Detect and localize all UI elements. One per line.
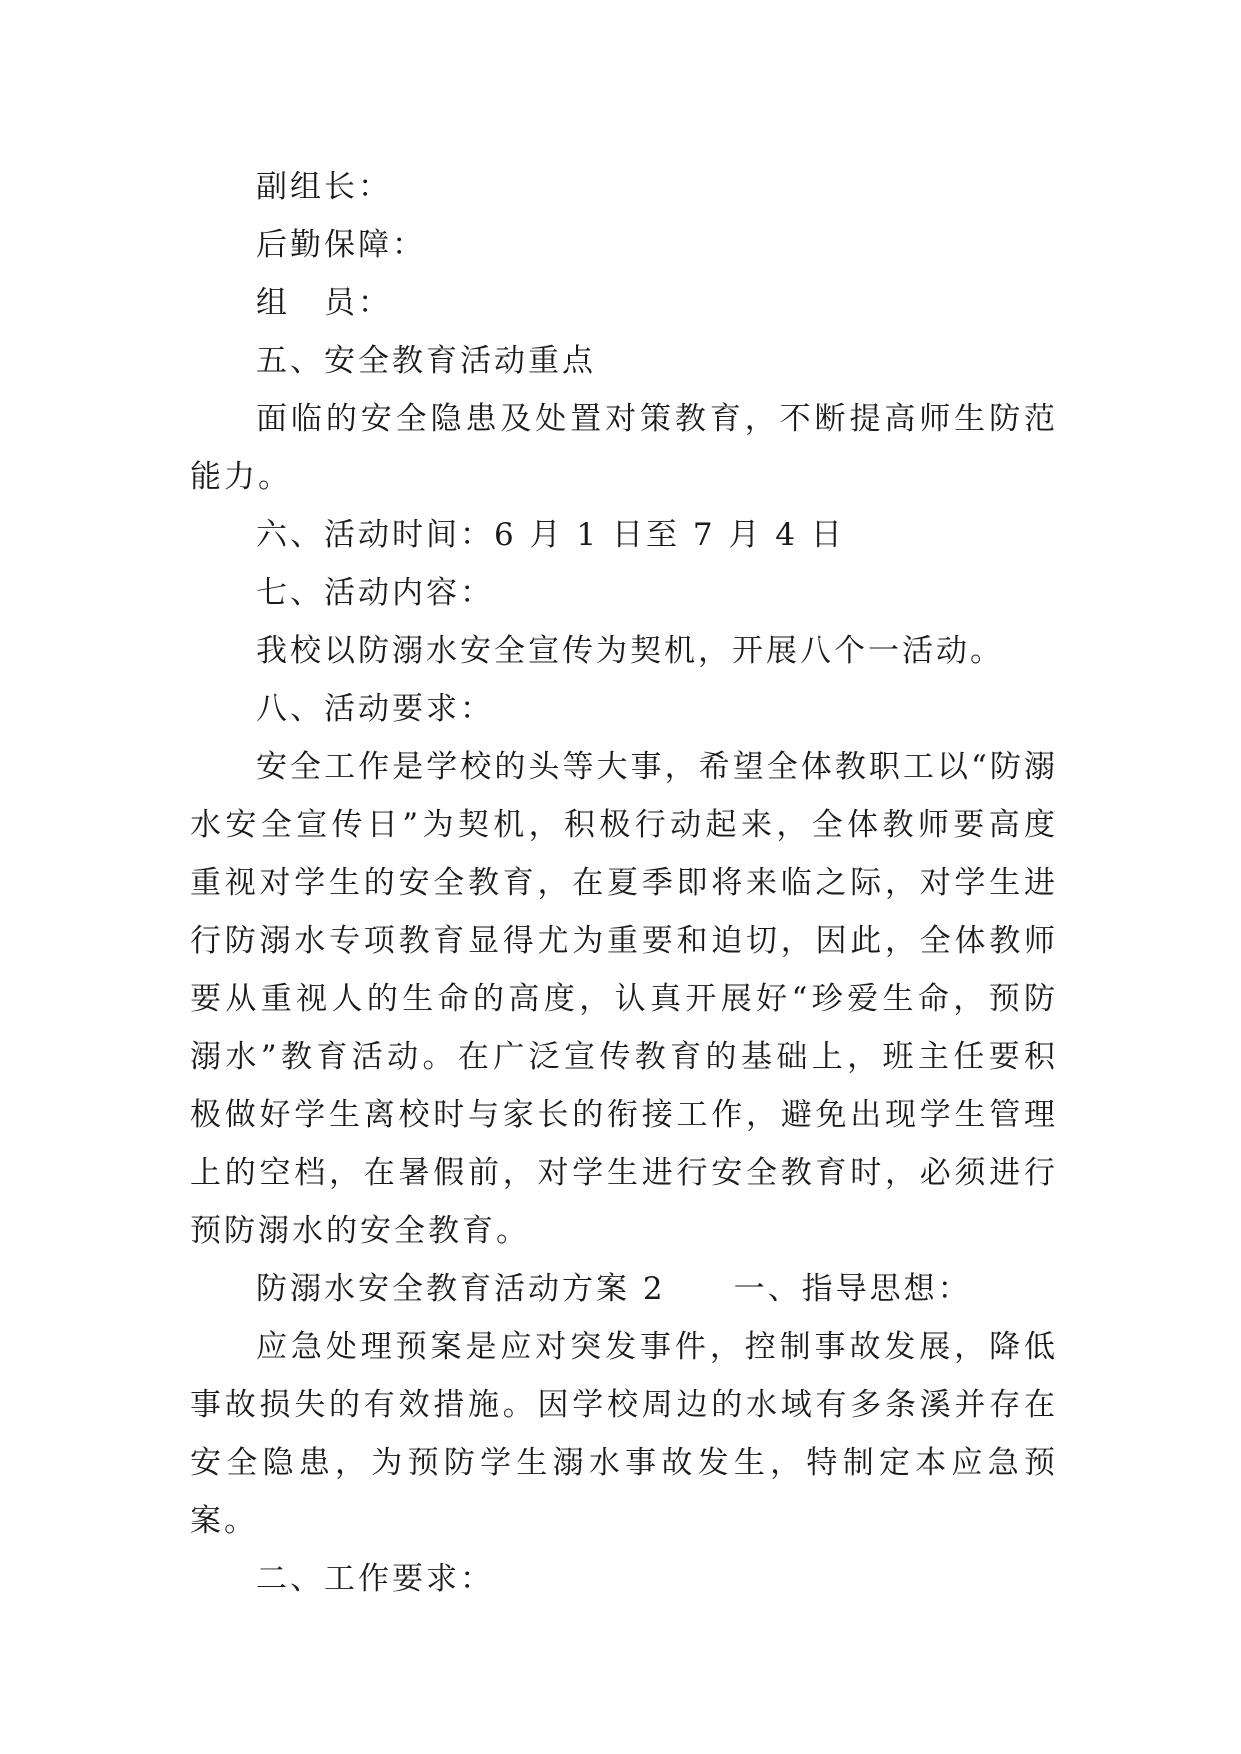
paragraph-requirements-body: 安全工作是学校的头等大事，希望全体教职工以“防溺水安全宣传日”为契机，积极行动起来，全体教师要高度重视对学生的安全教育，在夏季即将来临之际，对学生进行防溺水专项教育显得尤为重要和迫切，因此，全体教师要从重视人的生命的高度，认真开展好“珍爱生命，预防溺水”教育活动。在广泛宣传教育的基础上，班主任要积极做好学生离校时与家长的衔接工作，避免出现学生管理上的空档，在暑假前，对学生进行安全教育时，必须进行预防溺水的安全教育。 bbox=[190, 749, 1058, 1249]
section-heading-time: 六、活动时间：6 月 1 日至 7 月 4 日 bbox=[256, 517, 845, 553]
document-body bbox=[190, 158, 1058, 1608]
paragraph-guiding-body: 应急处理预案是应对突发事件，控制事故发展，降低事故损失的有效措施。因学校周边的水域有多条溪并存在安全隐患，为预防学生溺水事故发生，特制定本应急预案。 bbox=[190, 1329, 1058, 1539]
paragraph-focus-body: 面临的安全隐患及处置对策教育，不断提高师生防范能力。 bbox=[190, 401, 1058, 495]
section-heading-focus: 五、安全教育活动重点 bbox=[256, 343, 596, 379]
paragraph-logistics: 后勤保障： bbox=[256, 227, 426, 263]
section-heading-work-requirements: 二、工作要求： bbox=[256, 1561, 494, 1597]
paragraph-deputy-leader: 副组长： bbox=[256, 169, 392, 205]
plan-2-title: 防溺水安全教育活动方案 2 一、指导思想： bbox=[256, 1271, 972, 1307]
paragraph-content-body: 我校以防溺水安全宣传为契机，开展八个一活动。 bbox=[256, 633, 1004, 669]
section-heading-content: 七、活动内容： bbox=[256, 575, 494, 611]
section-heading-requirements: 八、活动要求： bbox=[256, 691, 494, 727]
paragraph-members: 组 员： bbox=[256, 285, 392, 321]
